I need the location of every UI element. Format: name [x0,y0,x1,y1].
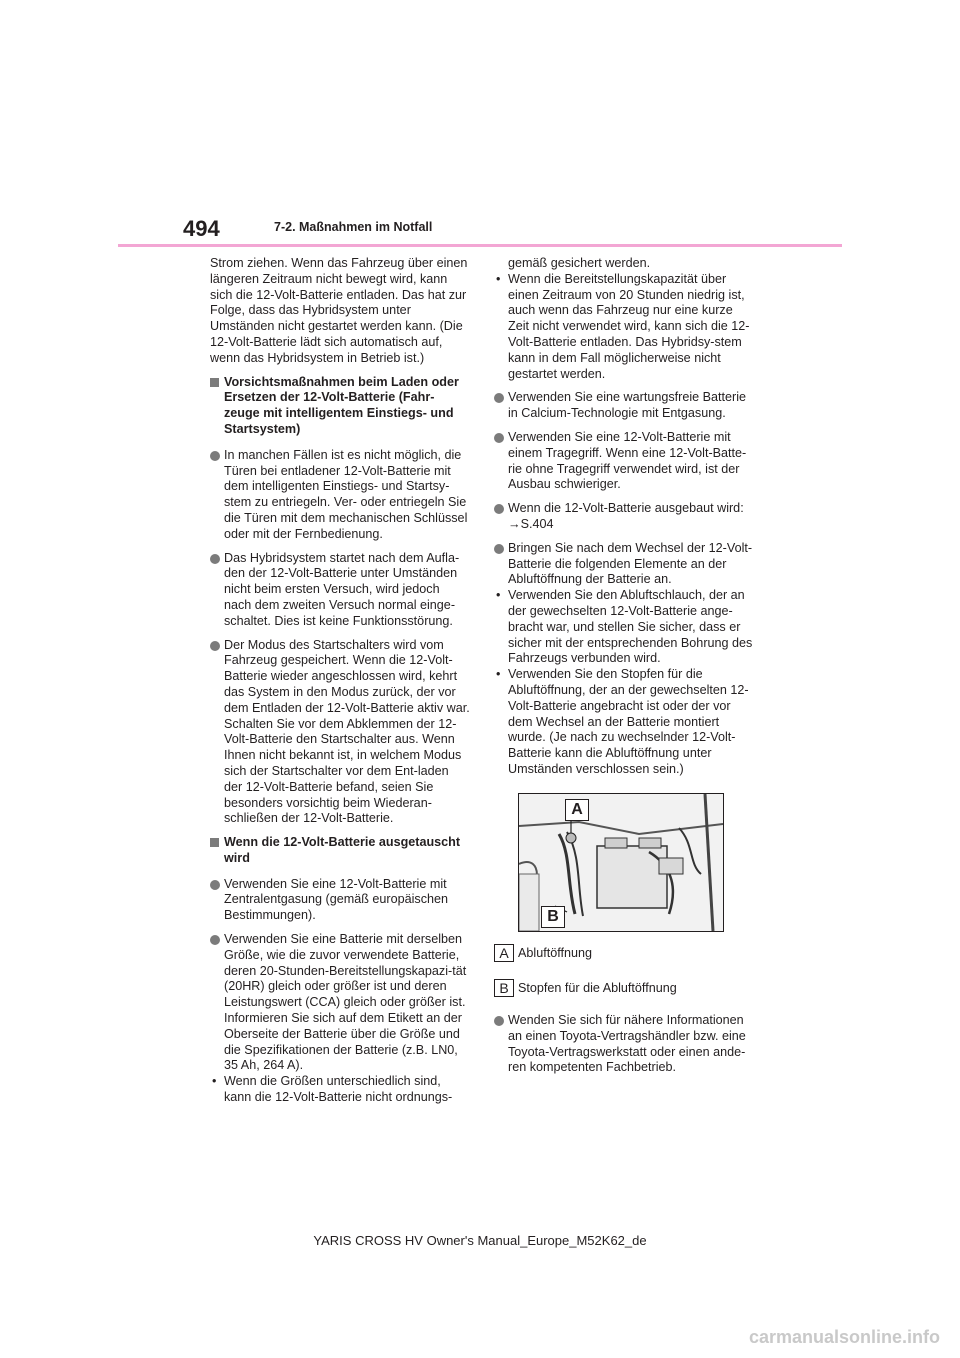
list-item: Der Modus des Startschalters wird vom Fahrzeug gespeichert. Wenn die 12-Volt-Batterie wieder angeschlossen wird, kehrt das System in den Modus zurück, der vor dem Entladen der 12-Volt-Batterie aktiv war. Schalten Sie vor dem Abklemmen der 12-Volt-Batterie den Startschalter aus. Wenn Ihnen nicht bekannt ist, in welchem Modus sich der Startschalter vor dem Ent-laden der 12-Volt-Batterie befand, seien Sie besonders vorsichtig beim Wiederan-schließen der 12-Volt-Batterie. [210,638,470,828]
round-bullet-icon [494,433,504,443]
round-bullet-icon [210,935,220,945]
round-bullet-icon [494,393,504,403]
page-reference-link[interactable]: →S.404 [508,516,554,531]
legend-label-b: B [494,979,514,997]
square-bullet-icon [210,378,219,387]
round-bullet-icon [210,641,220,651]
sub-item: • Wenn die Größen unterschiedlich sind, kann die 12-Volt-Batterie nicht ordnungs- [212,1074,453,1105]
right-column [494,256,756,778]
round-bullet-icon [210,880,220,890]
square-bullet-icon [210,838,219,847]
list-item: Verwenden Sie eine Batterie mit derselben Größe, wie die zuvor verwendete Batterie, deren 20-Stunden-Bereitstellungskapazi-tät (20HR) gleich oder größer ist und deren Leistungswert (CCA) gleich oder größer ist. Informieren Sie sich auf dem Etikett an der Oberseite der Batterie über die Größe und die Spezifikationen der Batterie (z.B. LN0, 35 Ah, 264 A). [210,932,470,1074]
round-bullet-icon [210,554,220,564]
list-item: Verwenden Sie eine wartungsfreie Batterie in Calcium-Technologie mit Entgasung. [494,390,756,422]
left-column [210,256,470,1106]
continued-text: gemäß gesichert werden. [508,256,651,270]
watermark: carmanualsonline.info [749,1327,941,1347]
header-rule [118,244,842,247]
section-title: 7-2. Maßnahmen im Notfall [274,220,433,234]
round-bullet-icon [494,1016,504,1026]
footer-text: YARIS CROSS HV Owner's Manual_Europe_M52K62_de [313,1233,647,1248]
legend-label-a: A [494,944,514,962]
intro-paragraph: Strom ziehen. Wenn das Fahrzeug über einen längeren Zeitraum nicht bewegt wird, kann sich die 12-Volt-Batterie entladen. Das hat zur Folge, dass das Hybridsystem unter Umständen nicht gestartet werden kann. (Die 12-Volt-Batterie lädt sich automatisch auf, wenn das Hybridsystem in Betrieb ist.) [210,256,468,365]
sub-item: • Verwenden Sie den Abluftschlauch, der an der gewechselten 12-Volt-Batterie ange-bracht war, und stellen Sie sicher, dass er sicher mit der entsprechenden Bohrung des Fahrzeugs verbunden wird. [496,588,753,666]
list-item: Das Hybridsystem startet nach dem Aufla-den der 12-Volt-Batterie unter Umständen nicht beim ersten Versuch, wird jedoch nach dem zweiten Versuch normal einge-schaltet. Dies ist keine Funktionsstörung. [210,551,470,630]
list-item: Wenn die 12-Volt-Batterie ausgebaut wird: →S.404 [494,501,756,533]
list-item: Bringen Sie nach dem Wechsel der 12-Volt-Batterie die folgenden Elemente an der Abluftöffnung der Batterie an. [494,541,756,588]
legend-b: B Stopfen für die Abluftöffnung [494,979,677,997]
sub-item: • Verwenden Sie den Stopfen für die Abluftöffnung, der an der gewechselten 12-Volt-Batterie angebracht ist oder der vor dem Wechsel an der Batterie montiert wurde. (Je nach zu wechselnder 12-Volt-Batterie kann die Abluftöffnung unter Umständen verschlossen sein.) [496,667,749,776]
list-item: Wenden Sie sich für nähere Informationen an einen Toyota-Vertragshändler bzw. eine Toyota-Vertragswerkstatt oder einen ande-ren kompetenten Fachbetrieb. [494,1013,756,1076]
list-item: Verwenden Sie eine 12-Volt-Batterie mit einem Tragegriff. Wenn eine 12-Volt-Batte-rie ohne Tragegriff verwendet wird, ist der Ausbau schwieriger. [494,430,756,493]
round-bullet-icon [210,451,220,461]
heading-replacement: Wenn die 12-Volt-Batterie ausgetauscht wird [210,835,470,867]
figure-label-b: B [541,906,565,928]
heading-charging: Vorsichtsmaßnahmen beim Laden oder Ersetzen der 12-Volt-Batterie (Fahr-zeuge mit intelligentem Einstiegs- und Startsystem) [210,375,470,438]
sub-item: • Wenn die Bereitstellungskapazität über einen Zeitraum von 20 Stunden niedrig ist, auch wenn das Fahrzeug nur eine kurze Zeit nicht verwendet wird, kann sich die 12-Volt-Batterie entladen. Das Hybridsy-stem kann in dem Fall möglicherweise nicht gestartet werden. [496,271,750,381]
list-item: Verwenden Sie eine 12-Volt-Batterie mit Zentralentgasung (gemäß europäischen Bestimmungen). [210,877,470,924]
round-bullet-icon [494,504,504,514]
legend-a: A Abluftöffnung [494,944,592,962]
round-bullet-icon [494,544,504,554]
figure-label-a: A [565,799,589,821]
closing-item [494,1013,756,1084]
page-number: 494 [183,216,220,241]
list-item: In manchen Fällen ist es nicht möglich, die Türen bei entladener 12-Volt-Batterie mit dem intelligenten Einstiegs- und Startsy-stem zu entriegeln. Ver- oder entriegeln Sie die Türen mit dem mechanischen Schlüssel oder mit der Fernbedienung. [210,448,470,543]
battery-illustration [518,793,724,932]
